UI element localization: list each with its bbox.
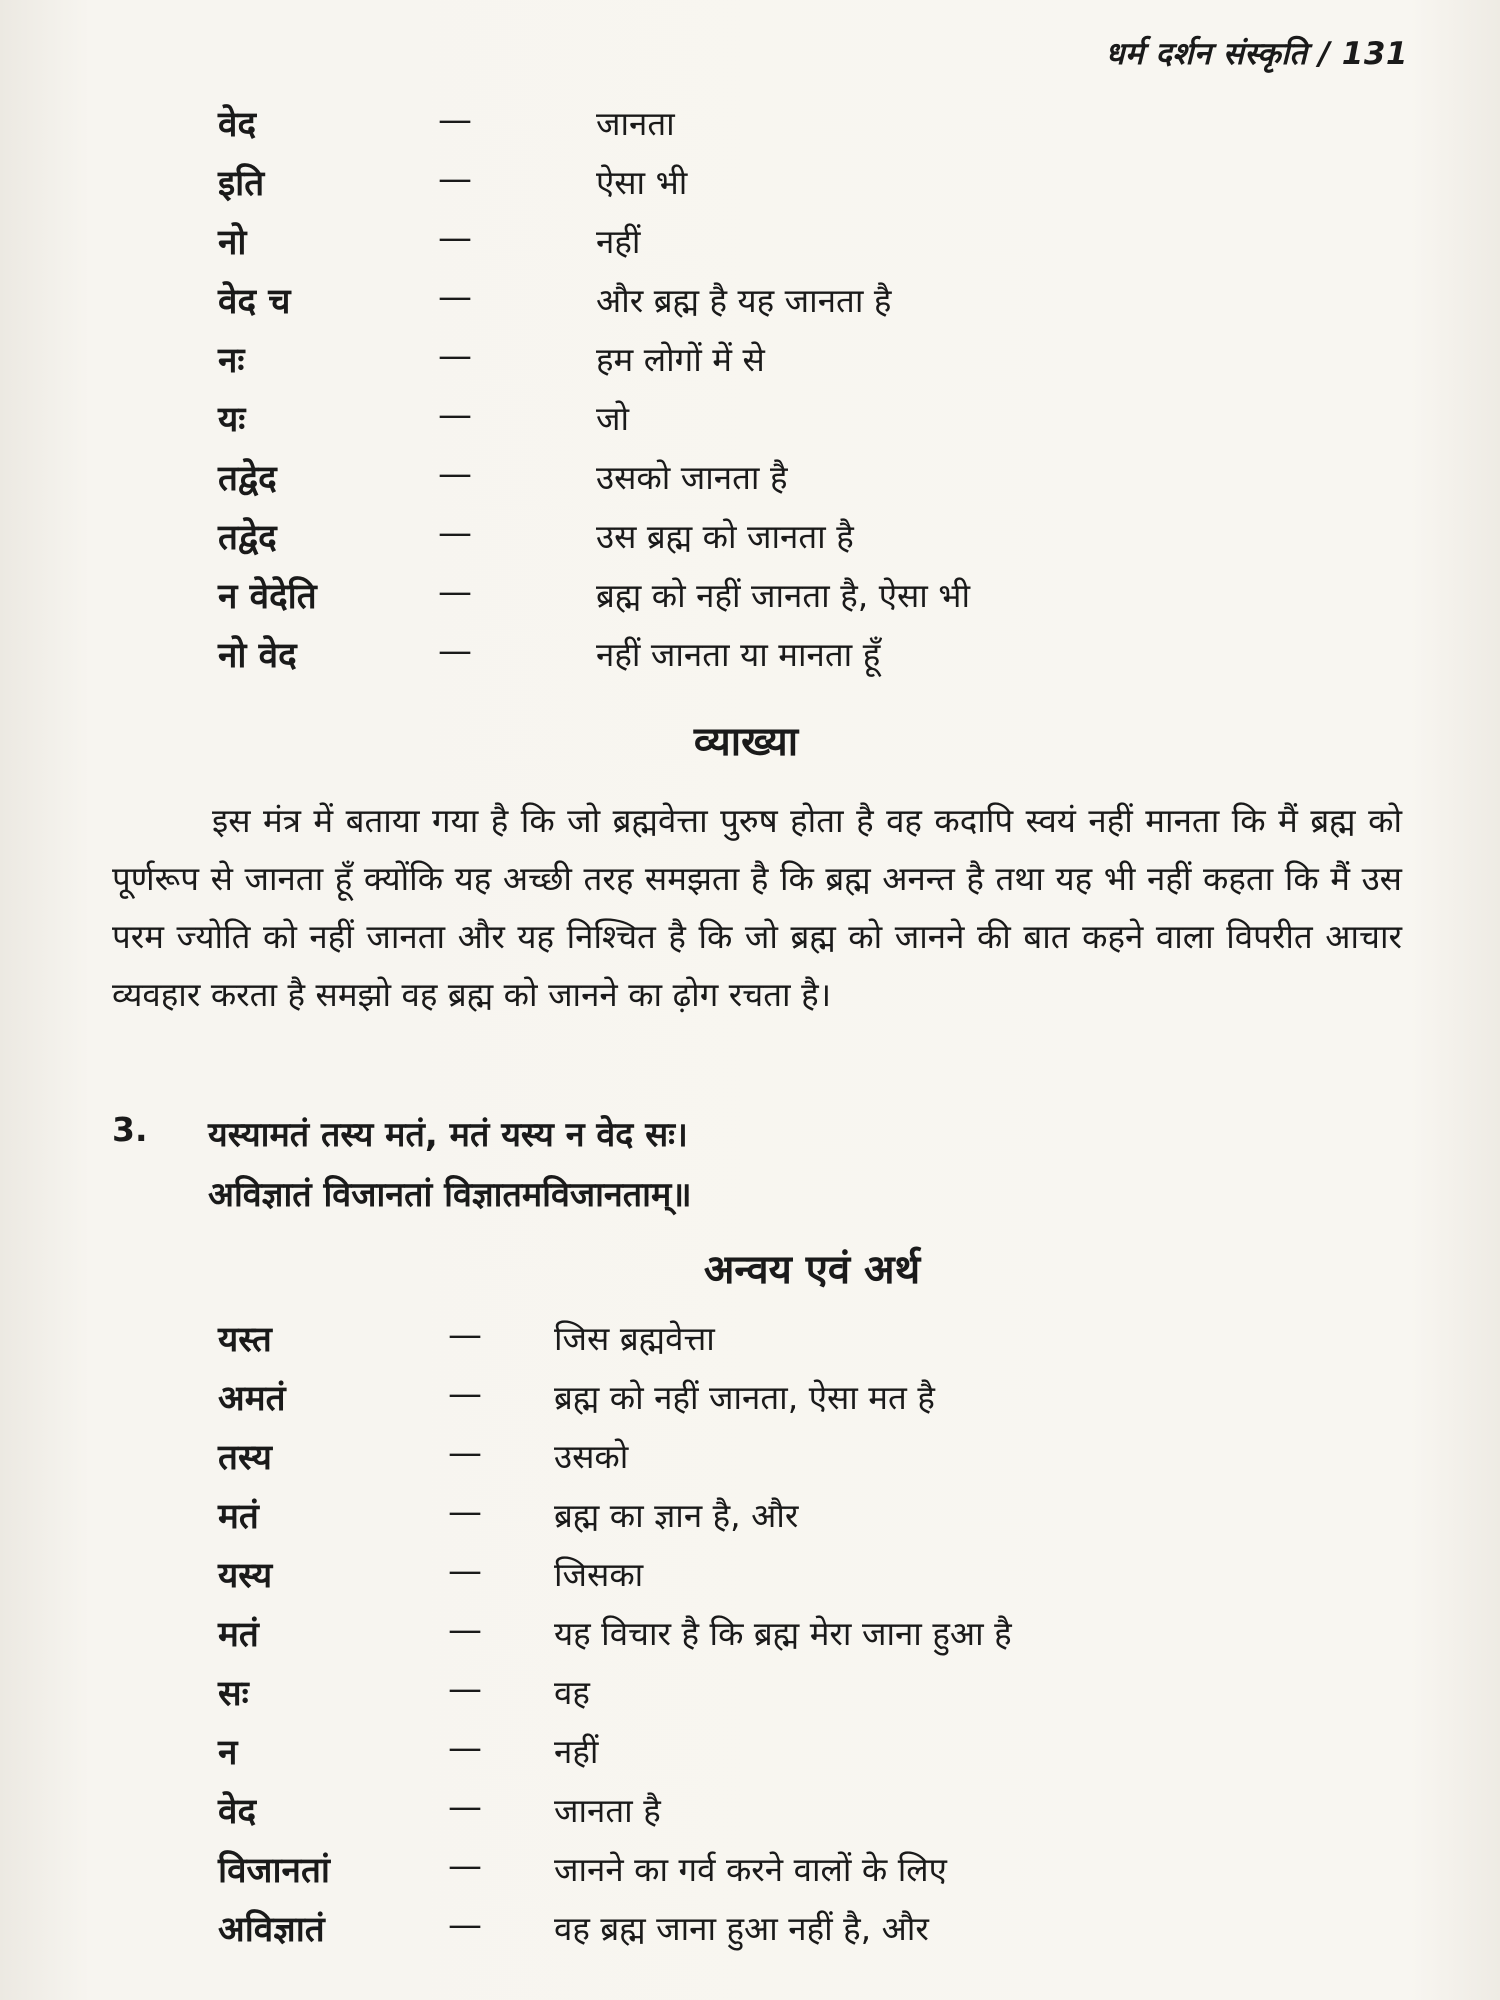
glossary-meaning: वह ब्रह्म जाना हुआ नहीं है, और bbox=[554, 1909, 929, 1948]
glossary-dash: — bbox=[438, 100, 472, 140]
glossary-2 bbox=[0, 1315, 1500, 1964]
glossary-dash: — bbox=[438, 454, 472, 494]
glossary-row bbox=[0, 513, 1500, 572]
glossary-term: तद्वेद bbox=[218, 518, 277, 558]
glossary-meaning: जानता bbox=[596, 104, 675, 143]
glossary-row bbox=[0, 1492, 1500, 1551]
glossary-row bbox=[0, 1433, 1500, 1492]
glossary-row bbox=[0, 572, 1500, 631]
glossary-term: मतं bbox=[218, 1615, 259, 1655]
glossary-dash: — bbox=[448, 1315, 482, 1355]
glossary-1 bbox=[0, 100, 1500, 690]
glossary-term: नः bbox=[218, 341, 245, 381]
anvay-heading: अन्वय एवं अर्थ bbox=[703, 1247, 921, 1293]
glossary-meaning: उसको जानता है bbox=[596, 458, 788, 497]
glossary-row bbox=[0, 277, 1500, 336]
glossary-row bbox=[0, 1905, 1500, 1964]
glossary-meaning: जानने का गर्व करने वालों के लिए bbox=[554, 1850, 947, 1889]
glossary-term: न वेदेति bbox=[218, 577, 317, 617]
glossary-meaning: जो bbox=[596, 399, 630, 438]
glossary-meaning: उसको bbox=[554, 1437, 629, 1476]
running-header: धर्म दर्शन संस्कृति / 131 bbox=[1105, 36, 1408, 72]
glossary-dash: — bbox=[448, 1433, 482, 1473]
glossary-meaning: उस ब्रह्म को जानता है bbox=[596, 517, 854, 556]
glossary-term: यस्त bbox=[218, 1320, 272, 1360]
glossary-row bbox=[0, 1787, 1500, 1846]
glossary-meaning: ब्रह्म का ज्ञान है, और bbox=[554, 1496, 799, 1535]
glossary-dash: — bbox=[438, 277, 472, 317]
glossary-term: अमतं bbox=[218, 1379, 286, 1419]
glossary-meaning: हम लोगों में से bbox=[596, 340, 765, 379]
glossary-dash: — bbox=[438, 218, 472, 258]
glossary-dash: — bbox=[438, 336, 472, 376]
glossary-row bbox=[0, 1846, 1500, 1905]
glossary-row bbox=[0, 454, 1500, 513]
glossary-row bbox=[0, 336, 1500, 395]
glossary-row bbox=[0, 395, 1500, 454]
glossary-meaning: नहीं bbox=[596, 222, 641, 261]
glossary-dash: — bbox=[448, 1846, 482, 1886]
glossary-dash: — bbox=[438, 159, 472, 199]
glossary-meaning: ऐसा भी bbox=[596, 163, 688, 202]
vyakhya-paragraph: इस मंत्र में बताया गया है कि जो ब्रह्मवेत्ता पुरुष होता है वह कदापि स्वयं नहीं मानता कि मैं ब्रह्म को पूर्णरूप से जानता हूँ क्योंकि यह अच्छी तरह समझता है कि ब्रह्म अनन्त है तथा यह भी नहीं कहता कि मैं उस परम ज्योति को नहीं जानता और यह निश्चित है कि जो ब्रह्म को जानने की बात कहने वाला विपरीत आचार व्यवहार करता है समझो वह ब्रह्म को जानने का ढ़ोग रचता है। bbox=[112, 801, 1402, 1014]
glossary-meaning: जानता है bbox=[554, 1791, 661, 1830]
glossary-row bbox=[0, 218, 1500, 277]
glossary-dash: — bbox=[448, 1728, 482, 1768]
glossary-term: अविज्ञातं bbox=[218, 1910, 325, 1950]
glossary-row bbox=[0, 1315, 1500, 1374]
glossary-dash: — bbox=[438, 572, 472, 612]
glossary-term: नो वेद bbox=[218, 636, 297, 676]
glossary-term: तद्वेद bbox=[218, 459, 277, 499]
glossary-row bbox=[0, 1551, 1500, 1610]
glossary-term: सः bbox=[218, 1674, 249, 1714]
glossary-dash: — bbox=[448, 1669, 482, 1709]
verse-line-1: यस्यामतं तस्य मतं, मतं यस्य न वेद सः। bbox=[208, 1115, 688, 1155]
glossary-meaning: और ब्रह्म है यह जानता है bbox=[596, 281, 892, 320]
glossary-dash: — bbox=[448, 1492, 482, 1532]
glossary-dash: — bbox=[438, 395, 472, 435]
glossary-term: तस्य bbox=[218, 1438, 272, 1478]
glossary-term: वेद च bbox=[218, 282, 291, 322]
glossary-term: मतं bbox=[218, 1497, 259, 1537]
glossary-term: यस्य bbox=[218, 1556, 273, 1596]
glossary-row bbox=[0, 1669, 1500, 1728]
glossary-meaning: वह bbox=[554, 1673, 590, 1712]
glossary-meaning: ब्रह्म को नहीं जानता, ऐसा मत है bbox=[554, 1378, 935, 1417]
glossary-row bbox=[0, 1610, 1500, 1669]
glossary-dash: — bbox=[448, 1905, 482, 1945]
glossary-dash: — bbox=[438, 513, 472, 553]
glossary-meaning: जिस ब्रह्मवेत्ता bbox=[554, 1319, 715, 1358]
glossary-meaning: ब्रह्म को नहीं जानता है, ऐसा भी bbox=[596, 576, 971, 615]
glossary-term: यः bbox=[218, 400, 246, 440]
glossary-dash: — bbox=[448, 1787, 482, 1827]
glossary-row bbox=[0, 1374, 1500, 1433]
glossary-meaning: नहीं जानता या मानता हूँ bbox=[596, 635, 881, 674]
glossary-row bbox=[0, 1728, 1500, 1787]
glossary-meaning: यह विचार है कि ब्रह्म मेरा जाना हुआ है bbox=[554, 1614, 1012, 1653]
glossary-row bbox=[0, 100, 1500, 159]
glossary-meaning: नहीं bbox=[554, 1732, 599, 1771]
glossary-term: इति bbox=[218, 164, 265, 204]
glossary-term: वेद bbox=[218, 105, 257, 145]
glossary-dash: — bbox=[448, 1551, 482, 1591]
glossary-row bbox=[0, 159, 1500, 218]
glossary-term: विजानतां bbox=[218, 1851, 331, 1891]
glossary-dash: — bbox=[448, 1610, 482, 1650]
vyakhya-heading: व्याख्या bbox=[693, 719, 799, 765]
verse-number: 3. bbox=[112, 1110, 148, 1149]
glossary-dash: — bbox=[438, 631, 472, 671]
glossary-row bbox=[0, 631, 1500, 690]
verse-line-2: अविज्ञातं विजानतां विज्ञातमविजानताम्॥ bbox=[208, 1175, 692, 1215]
glossary-term: वेद bbox=[218, 1792, 257, 1832]
glossary-dash: — bbox=[448, 1374, 482, 1414]
glossary-term: नो bbox=[218, 223, 247, 263]
glossary-meaning: जिसका bbox=[554, 1555, 644, 1594]
glossary-term: न bbox=[218, 1733, 238, 1773]
